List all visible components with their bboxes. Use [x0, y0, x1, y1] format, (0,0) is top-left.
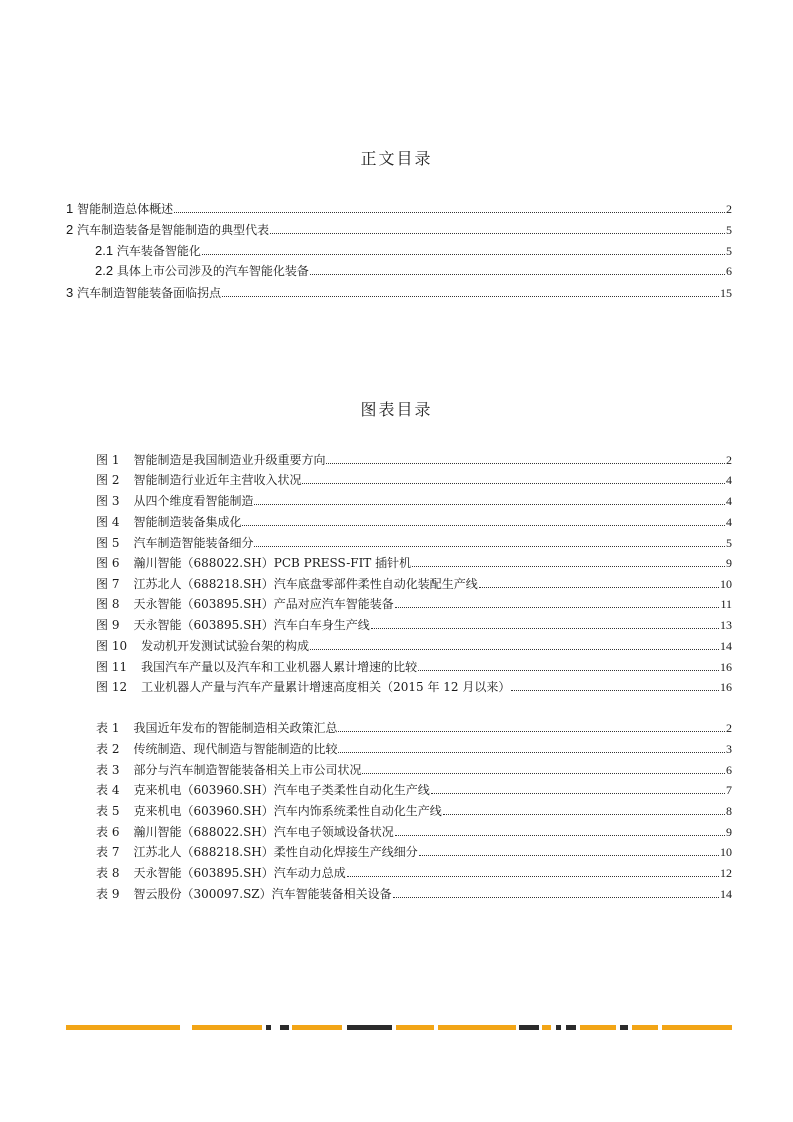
table-page: 2 — [726, 721, 732, 735]
toc-row[interactable] — [66, 201, 732, 217]
table-row[interactable] — [96, 865, 732, 881]
dot-leader — [222, 296, 719, 297]
toc-page: 6 — [726, 264, 732, 278]
figure-page: 2 — [726, 453, 732, 467]
figure-row[interactable] — [96, 555, 732, 571]
toc-number: 2 — [66, 222, 74, 237]
footer-stripe-segment — [280, 1025, 289, 1030]
figure-row[interactable] — [96, 679, 732, 695]
table-page: 9 — [726, 825, 732, 839]
toc-title: 正文目录 — [360, 149, 433, 168]
table-text: 传统制造、现代制造与智能制造的比较 — [133, 742, 338, 756]
figure-label: 图 1 — [96, 453, 120, 467]
footer-stripe-segment — [519, 1025, 539, 1030]
toc-page: 2 — [726, 202, 732, 216]
figure-text: 江苏北人（688218.SH）汽车底盘零部件柔性自动化装配生产线 — [133, 577, 478, 591]
toc-page: 5 — [726, 223, 732, 237]
dot-leader — [419, 855, 719, 856]
dot-leader — [254, 546, 725, 547]
table-page: 3 — [726, 742, 732, 756]
figure-text: 从四个维度看智能制造 — [133, 494, 254, 508]
dot-leader — [393, 897, 719, 898]
table-page: 6 — [726, 763, 732, 777]
table-text: 智云股份（300097.SZ）汽车智能装备相关设备 — [133, 887, 392, 901]
figure-label: 图 10 — [96, 639, 128, 653]
dot-leader — [202, 254, 725, 255]
table-page: 10 — [720, 845, 732, 859]
footer-stripe-segment — [266, 1025, 271, 1030]
table-row[interactable] — [96, 741, 732, 757]
figure-row[interactable] — [96, 617, 732, 633]
dot-leader — [310, 649, 719, 650]
footer-stripe-segment — [66, 1025, 180, 1030]
table-row[interactable] — [96, 762, 732, 778]
toc-page: 15 — [720, 286, 732, 300]
figure-page: 16 — [720, 660, 732, 674]
dot-leader — [511, 690, 719, 691]
figure-row[interactable] — [96, 638, 732, 654]
figure-label: 图 12 — [96, 680, 128, 694]
footer-stripe-segment — [632, 1025, 658, 1030]
figure-label: 图 5 — [96, 536, 120, 550]
table-text: 克来机电（603960.SH）汽车电子类柔性自动化生产线 — [133, 783, 430, 797]
dot-leader — [254, 504, 725, 505]
footer-stripe-segment — [347, 1025, 392, 1030]
table-page: 8 — [726, 804, 732, 818]
table-page: 7 — [726, 783, 732, 797]
toc-row[interactable] — [95, 263, 732, 279]
table-label: 表 7 — [96, 845, 120, 859]
dot-leader — [242, 525, 725, 526]
footer-stripe-segment — [192, 1025, 262, 1030]
toc-number: 3 — [66, 285, 74, 300]
table-row[interactable] — [96, 720, 732, 736]
figure-row[interactable] — [96, 493, 732, 509]
dot-leader — [443, 814, 725, 815]
toc-number: 1 — [66, 201, 74, 216]
dot-leader — [347, 876, 719, 877]
figure-text: 天永智能（603895.SH）汽车白车身生产线 — [133, 618, 370, 632]
table-row[interactable] — [96, 824, 732, 840]
figure-row[interactable] — [96, 576, 732, 592]
figure-row[interactable] — [96, 535, 732, 551]
figure-text: 工业机器人产量与汽车产量累计增速高度相关（2015 年 12 月以来） — [141, 680, 511, 694]
dot-leader — [371, 628, 719, 629]
toc-text: 汽车制造智能装备面临拐点 — [77, 286, 222, 300]
figure-label: 图 9 — [96, 618, 120, 632]
table-text: 克来机电（603960.SH）汽车内饰系统柔性自动化生产线 — [133, 804, 442, 818]
table-row[interactable] — [96, 803, 732, 819]
figure-text: 我国汽车产量以及汽车和工业机器人累计增速的比较 — [141, 660, 418, 674]
table-text: 天永智能（603895.SH）汽车动力总成 — [133, 866, 346, 880]
footer-stripe-segment — [620, 1025, 628, 1030]
toc-page: 5 — [726, 244, 732, 258]
figure-page: 4 — [726, 473, 732, 487]
dot-leader — [326, 463, 725, 464]
footer-stripe-segment — [396, 1025, 434, 1030]
figure-label: 图 8 — [96, 597, 120, 611]
figure-page: 11 — [720, 597, 732, 611]
figures-title: 图表目录 — [360, 400, 433, 419]
dot-leader — [302, 483, 725, 484]
table-label: 表 2 — [96, 742, 120, 756]
table-label: 表 3 — [96, 763, 120, 777]
toc-row[interactable] — [66, 285, 732, 301]
footer-stripe-segment — [566, 1025, 576, 1030]
figure-text: 智能制造装备集成化 — [133, 515, 242, 529]
figure-row[interactable] — [96, 452, 732, 468]
figure-text: 发动机开发测试试验台架的构成 — [141, 639, 310, 653]
toc-text: 智能制造总体概述 — [77, 202, 174, 216]
figure-text: 智能制造行业近年主营收入状况 — [133, 473, 302, 487]
figure-label: 图 11 — [96, 660, 128, 674]
table-label: 表 8 — [96, 866, 120, 880]
toc-text: 汽车装备智能化 — [116, 244, 201, 258]
toc-number: 2.2 — [95, 263, 114, 278]
figure-label: 图 4 — [96, 515, 120, 529]
dot-leader — [310, 274, 725, 275]
table-row[interactable] — [96, 782, 732, 798]
figure-page: 4 — [726, 515, 732, 529]
toc-row[interactable] — [66, 222, 732, 238]
figure-text: 天永智能（603895.SH）产品对应汽车智能装备 — [133, 597, 394, 611]
table-text: 江苏北人（688218.SH）柔性自动化焊接生产线细分 — [133, 845, 418, 859]
figure-page: 13 — [720, 618, 732, 632]
toc-number: 2.1 — [95, 243, 114, 258]
figure-label: 图 6 — [96, 556, 120, 570]
figure-text: 瀚川智能（688022.SH）PCB PRESS-FIT 插针机 — [133, 556, 412, 570]
figure-page: 5 — [726, 536, 732, 550]
figure-label: 图 7 — [96, 577, 120, 591]
table-text: 我国近年发布的智能制造相关政策汇总 — [133, 721, 338, 735]
table-label: 表 4 — [96, 783, 120, 797]
figure-text: 智能制造是我国制造业升级重要方向 — [133, 453, 326, 467]
figure-page: 14 — [720, 639, 732, 653]
footer-stripe-segment — [580, 1025, 616, 1030]
table-page: 12 — [720, 866, 732, 880]
figure-page: 9 — [726, 556, 732, 570]
figure-row[interactable] — [96, 514, 732, 530]
table-label: 表 5 — [96, 804, 120, 818]
figure-row[interactable] — [96, 472, 732, 488]
dot-leader — [270, 233, 725, 234]
figure-page: 10 — [720, 577, 732, 591]
table-row[interactable] — [96, 886, 732, 902]
footer-stripe-segment — [438, 1025, 516, 1030]
dot-leader — [418, 670, 719, 671]
table-row[interactable] — [96, 844, 732, 860]
table-text: 瀚川智能（688022.SH）汽车电子领域设备状况 — [133, 825, 394, 839]
dot-leader — [362, 773, 725, 774]
footer-stripe-segment — [662, 1025, 732, 1030]
dot-leader — [174, 212, 725, 213]
figure-label: 图 2 — [96, 473, 120, 487]
dot-leader — [338, 752, 725, 753]
figure-text: 汽车制造智能装备细分 — [133, 536, 254, 550]
figure-page: 4 — [726, 494, 732, 508]
figure-row[interactable] — [96, 659, 732, 675]
dot-leader — [338, 731, 725, 732]
table-label: 表 6 — [96, 825, 120, 839]
toc-row[interactable] — [95, 243, 732, 259]
table-label: 表 1 — [96, 721, 120, 735]
footer-stripe-segment — [292, 1025, 342, 1030]
figure-label: 图 3 — [96, 494, 120, 508]
dot-leader — [395, 607, 720, 608]
dot-leader — [431, 793, 725, 794]
figure-row[interactable] — [96, 596, 732, 612]
toc-text: 汽车制造装备是智能制造的典型代表 — [77, 223, 270, 237]
footer-stripe-segment — [542, 1025, 551, 1030]
table-label: 表 9 — [96, 887, 120, 901]
dot-leader — [395, 835, 725, 836]
table-page: 14 — [720, 887, 732, 901]
table-text: 部分与汽车制造智能装备相关上市公司状况 — [133, 763, 362, 777]
dot-leader — [412, 566, 725, 567]
dot-leader — [479, 587, 719, 588]
figure-page: 16 — [720, 680, 732, 694]
footer-stripe-segment — [556, 1025, 561, 1030]
toc-text: 具体上市公司涉及的汽车智能化装备 — [116, 264, 309, 278]
